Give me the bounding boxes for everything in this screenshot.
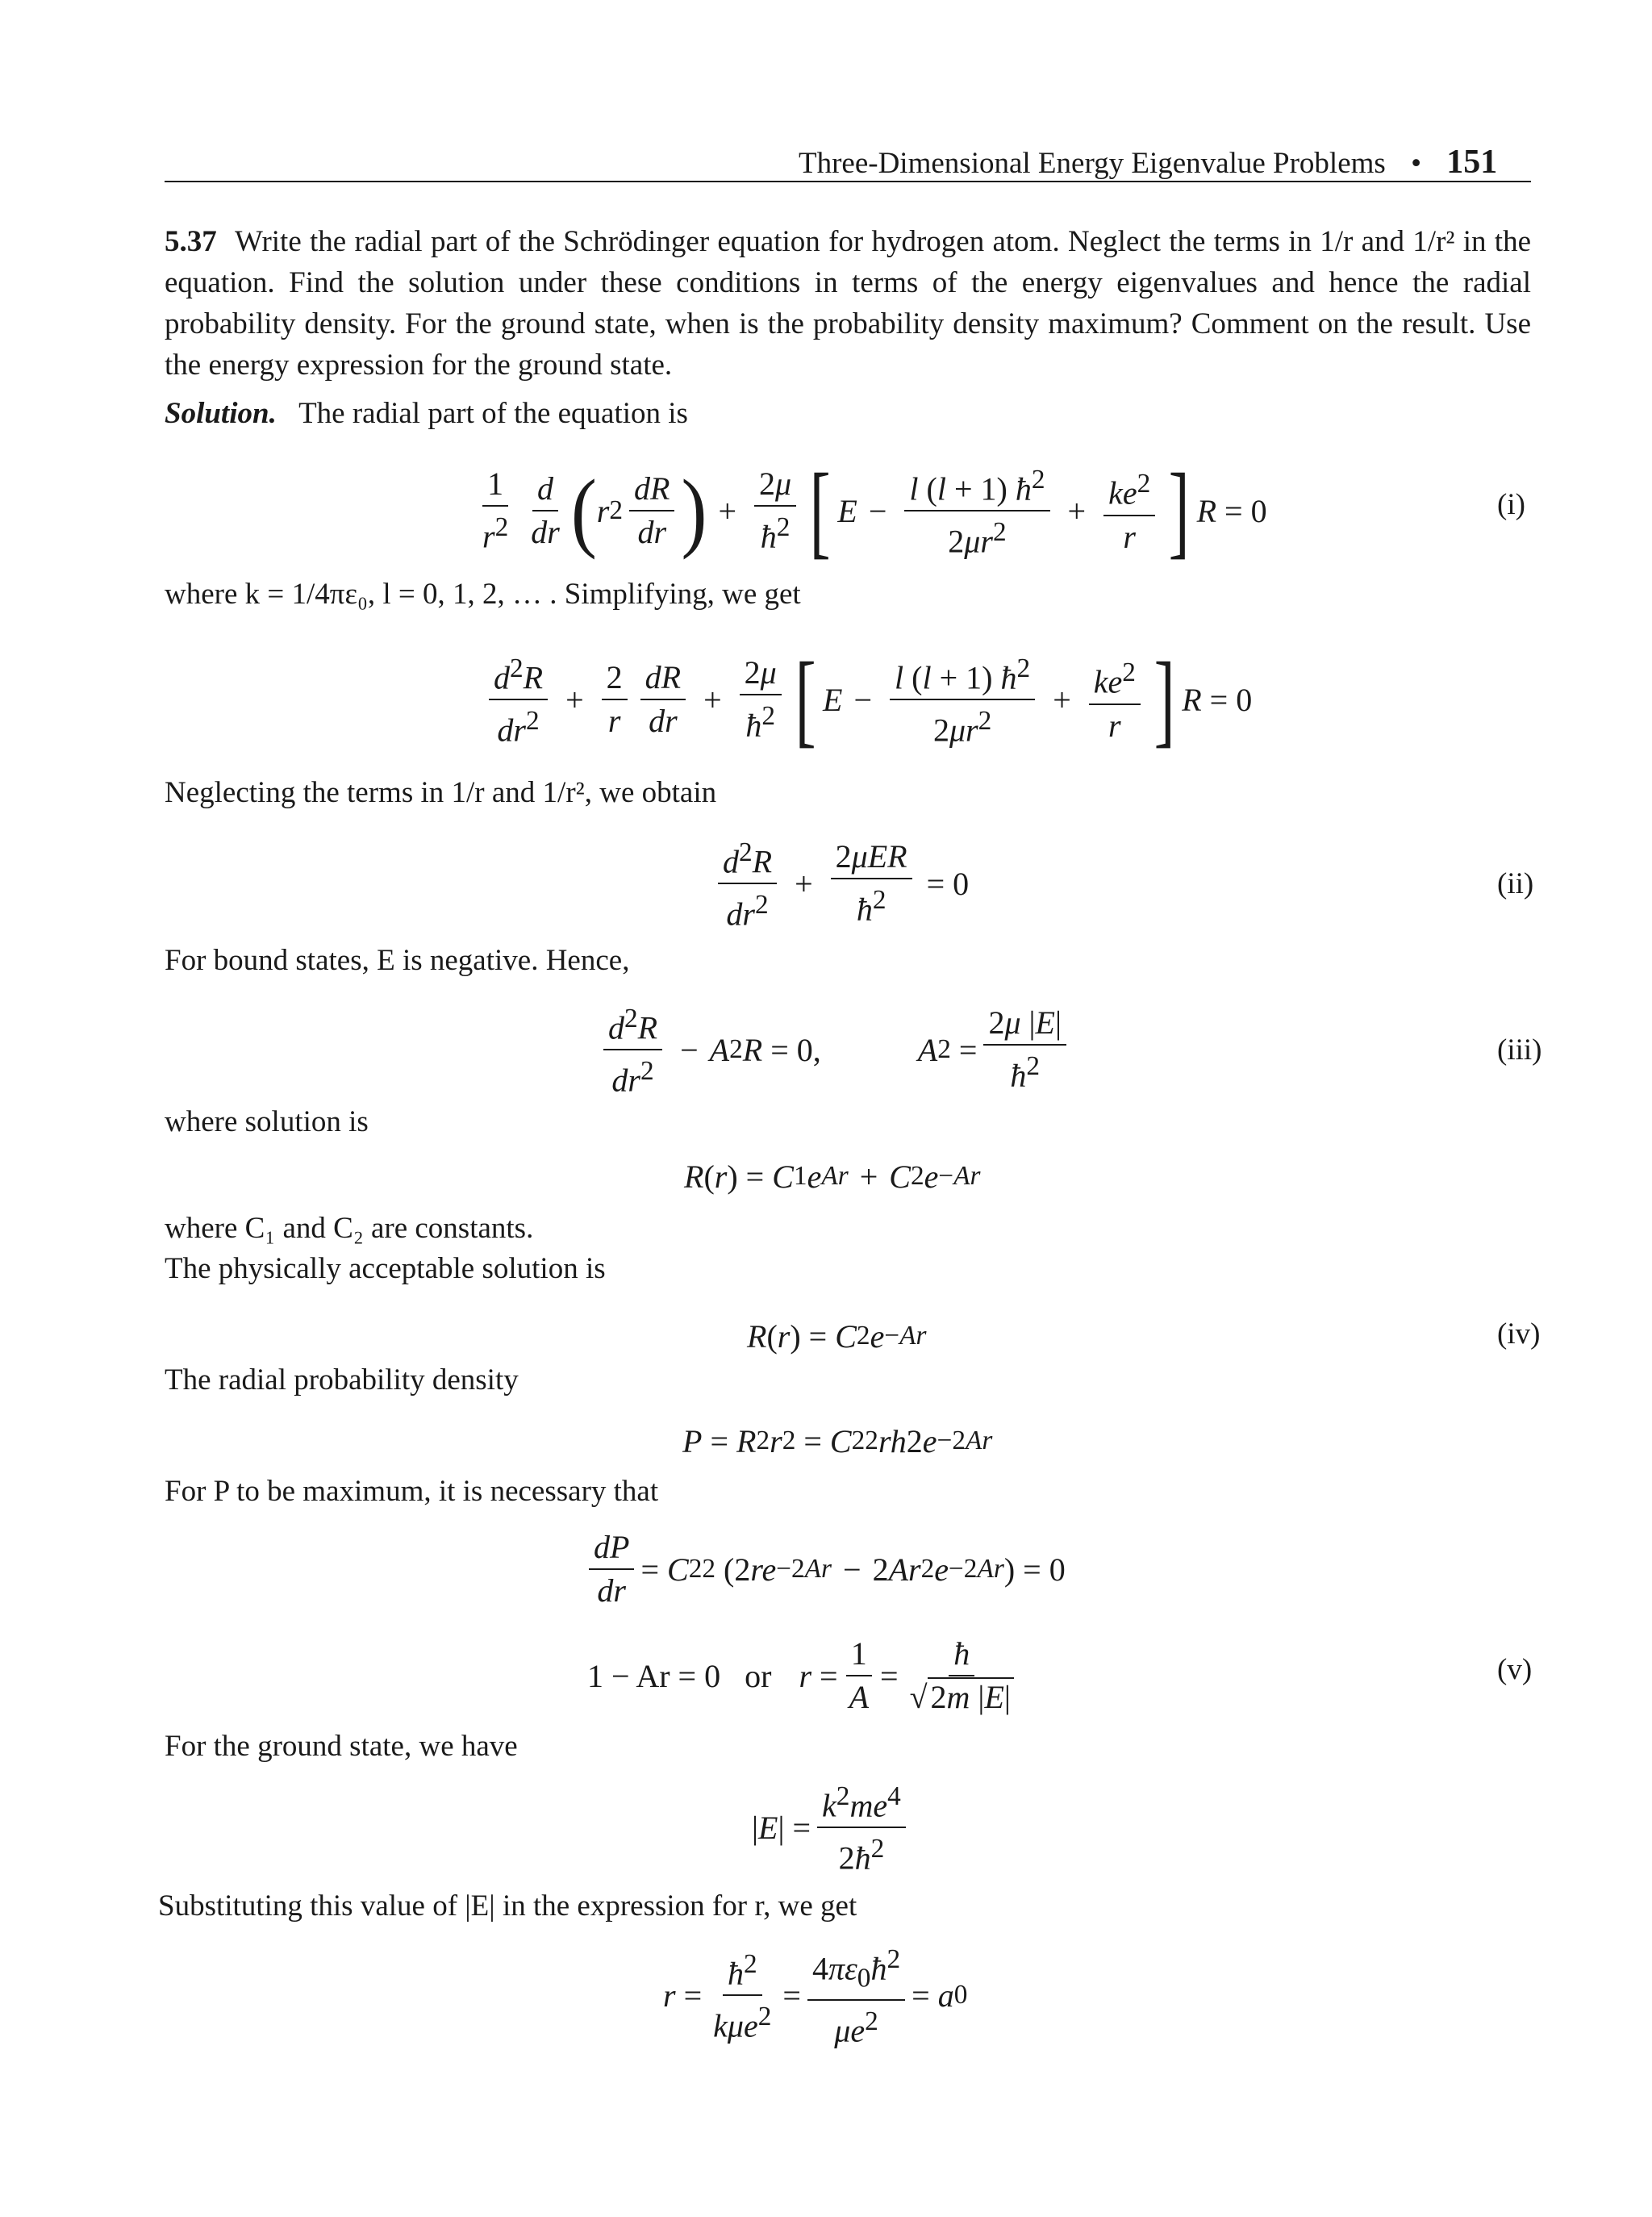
equation-reduced: $\frac{d^2R}{dr^2}$ + $\frac{\text{2μER}}{ħ^2}$ = 0 [711, 831, 969, 936]
equation-bound: $\frac{d^2R}{dr^2}$ − A 2 R = 0, A 2 = $\frac{2\mu |E|}{ħ^2}$ [597, 997, 1073, 1102]
where-solution-text: where solution is [165, 1105, 369, 1138]
equation-label-v: (v) [1497, 1653, 1533, 1686]
equation-radial: $\frac{1}{r^2}$ $\frac{d}{dr}$ ( r 2 $\frac{dR}{dr}$ ) + $\frac{2\mu}{ħ^2}$ [ E − $\frac{l (l + 1) ħ^2}{2\mu r^2}$ + $\frac{ke^2}{r}$ ] R = 0 [482, 453, 1267, 569]
equation-label-iii: (iii) [1497, 1033, 1542, 1067]
problem-statement [165, 221, 1531, 386]
header-bullet: • [1411, 147, 1422, 180]
problem-text: Write the radial part of the Schrödinger equation for hydrogen atom. Neglect the terms in 1/r and 1/r² in the equation. Find the solution under these conditions in terms of the energy eigenvalues and hence the radial probability density. For the ground state, when is the probability density maximum? Comment on the result. Use the energy expression for the ground state. [165, 225, 1531, 382]
equation-simplified: $\frac{d^2R}{dr^2}$ + $\frac{2}{r}$ $\frac{dR}{dr}$ + $\frac{2\mu}{ħ^2}$ [ E − $\frac{l (l + 1) ħ^2}{2\mu r^2}$ + $\frac{ke^2}{r}$ ] R = 0 [482, 631, 1252, 768]
equation-acceptable-solution: R ( r ) = C 2 e −Ar [747, 1317, 927, 1355]
running-header [799, 142, 1497, 184]
equation-derivative: $\frac{dP}{dr}$ = C 2 2 (2 re −2Ar − 2 Ar 2 e −2Ar ) = 0 [582, 1525, 1066, 1614]
equation-label-i: (i) [1497, 488, 1525, 521]
equation-label-ii: (ii) [1497, 867, 1534, 900]
where-k-text: where k = 1/4πε₀, l = 0, 1, 2, … . Simplifying, we get [165, 578, 801, 611]
equation-general-solution: R ( r ) = C 1 e Ar + C 2 e −Ar [684, 1158, 981, 1195]
acceptable-text: The physically acceptable solution is [165, 1252, 606, 1285]
equation-maximum-condition: 1 − Ar = 0 or r = $\frac{1}{A}$ = $\frac{ħ}{√ 2m |E|}$ [587, 1623, 1025, 1728]
equation-label-iv: (iv) [1497, 1317, 1541, 1351]
problem-number: 5.37 [165, 225, 217, 258]
condition-text: 1 − Ar = 0 or [587, 1657, 772, 1694]
equation-bohr-radius: r = $\frac{ħ^2}{k\mu e^2}$ = $\frac{4\pi\varepsilon_0ħ^2}{\mu e^2}$ = a 0 [663, 1943, 967, 2048]
solution-intro [165, 394, 688, 434]
neglecting-text: Neglecting the terms in 1/r and 1/r², we obtain [165, 776, 717, 809]
equation-ground-energy: | E | = $\frac{k^2me^4}{2ħ^2}$ [752, 1775, 912, 1880]
constants-text: where C₁ and C₂ are constants. [165, 1212, 534, 1245]
substituting-text: Substituting this value of |E| in the expression for r, we get [158, 1889, 857, 1923]
page-number: 151 [1446, 144, 1498, 181]
solution-intro-text: The radial part of the equation is [298, 397, 688, 430]
running-title: Three-Dimensional Energy Eigenvalue Problems [799, 147, 1386, 180]
bound-states-text: For bound states, E is negative. Hence, [165, 944, 630, 977]
p-max-text: For P to be maximum, it is necessary that [165, 1475, 659, 1508]
ground-state-text: For the ground state, we have [165, 1730, 518, 1763]
radial-density-text: The radial probability density [165, 1363, 519, 1397]
equation-density: P = R 2 r 2 = C 2 2 rh 2 e −2Ar [682, 1422, 993, 1459]
solution-label: Solution. [165, 397, 277, 430]
header-rule [165, 181, 1531, 182]
